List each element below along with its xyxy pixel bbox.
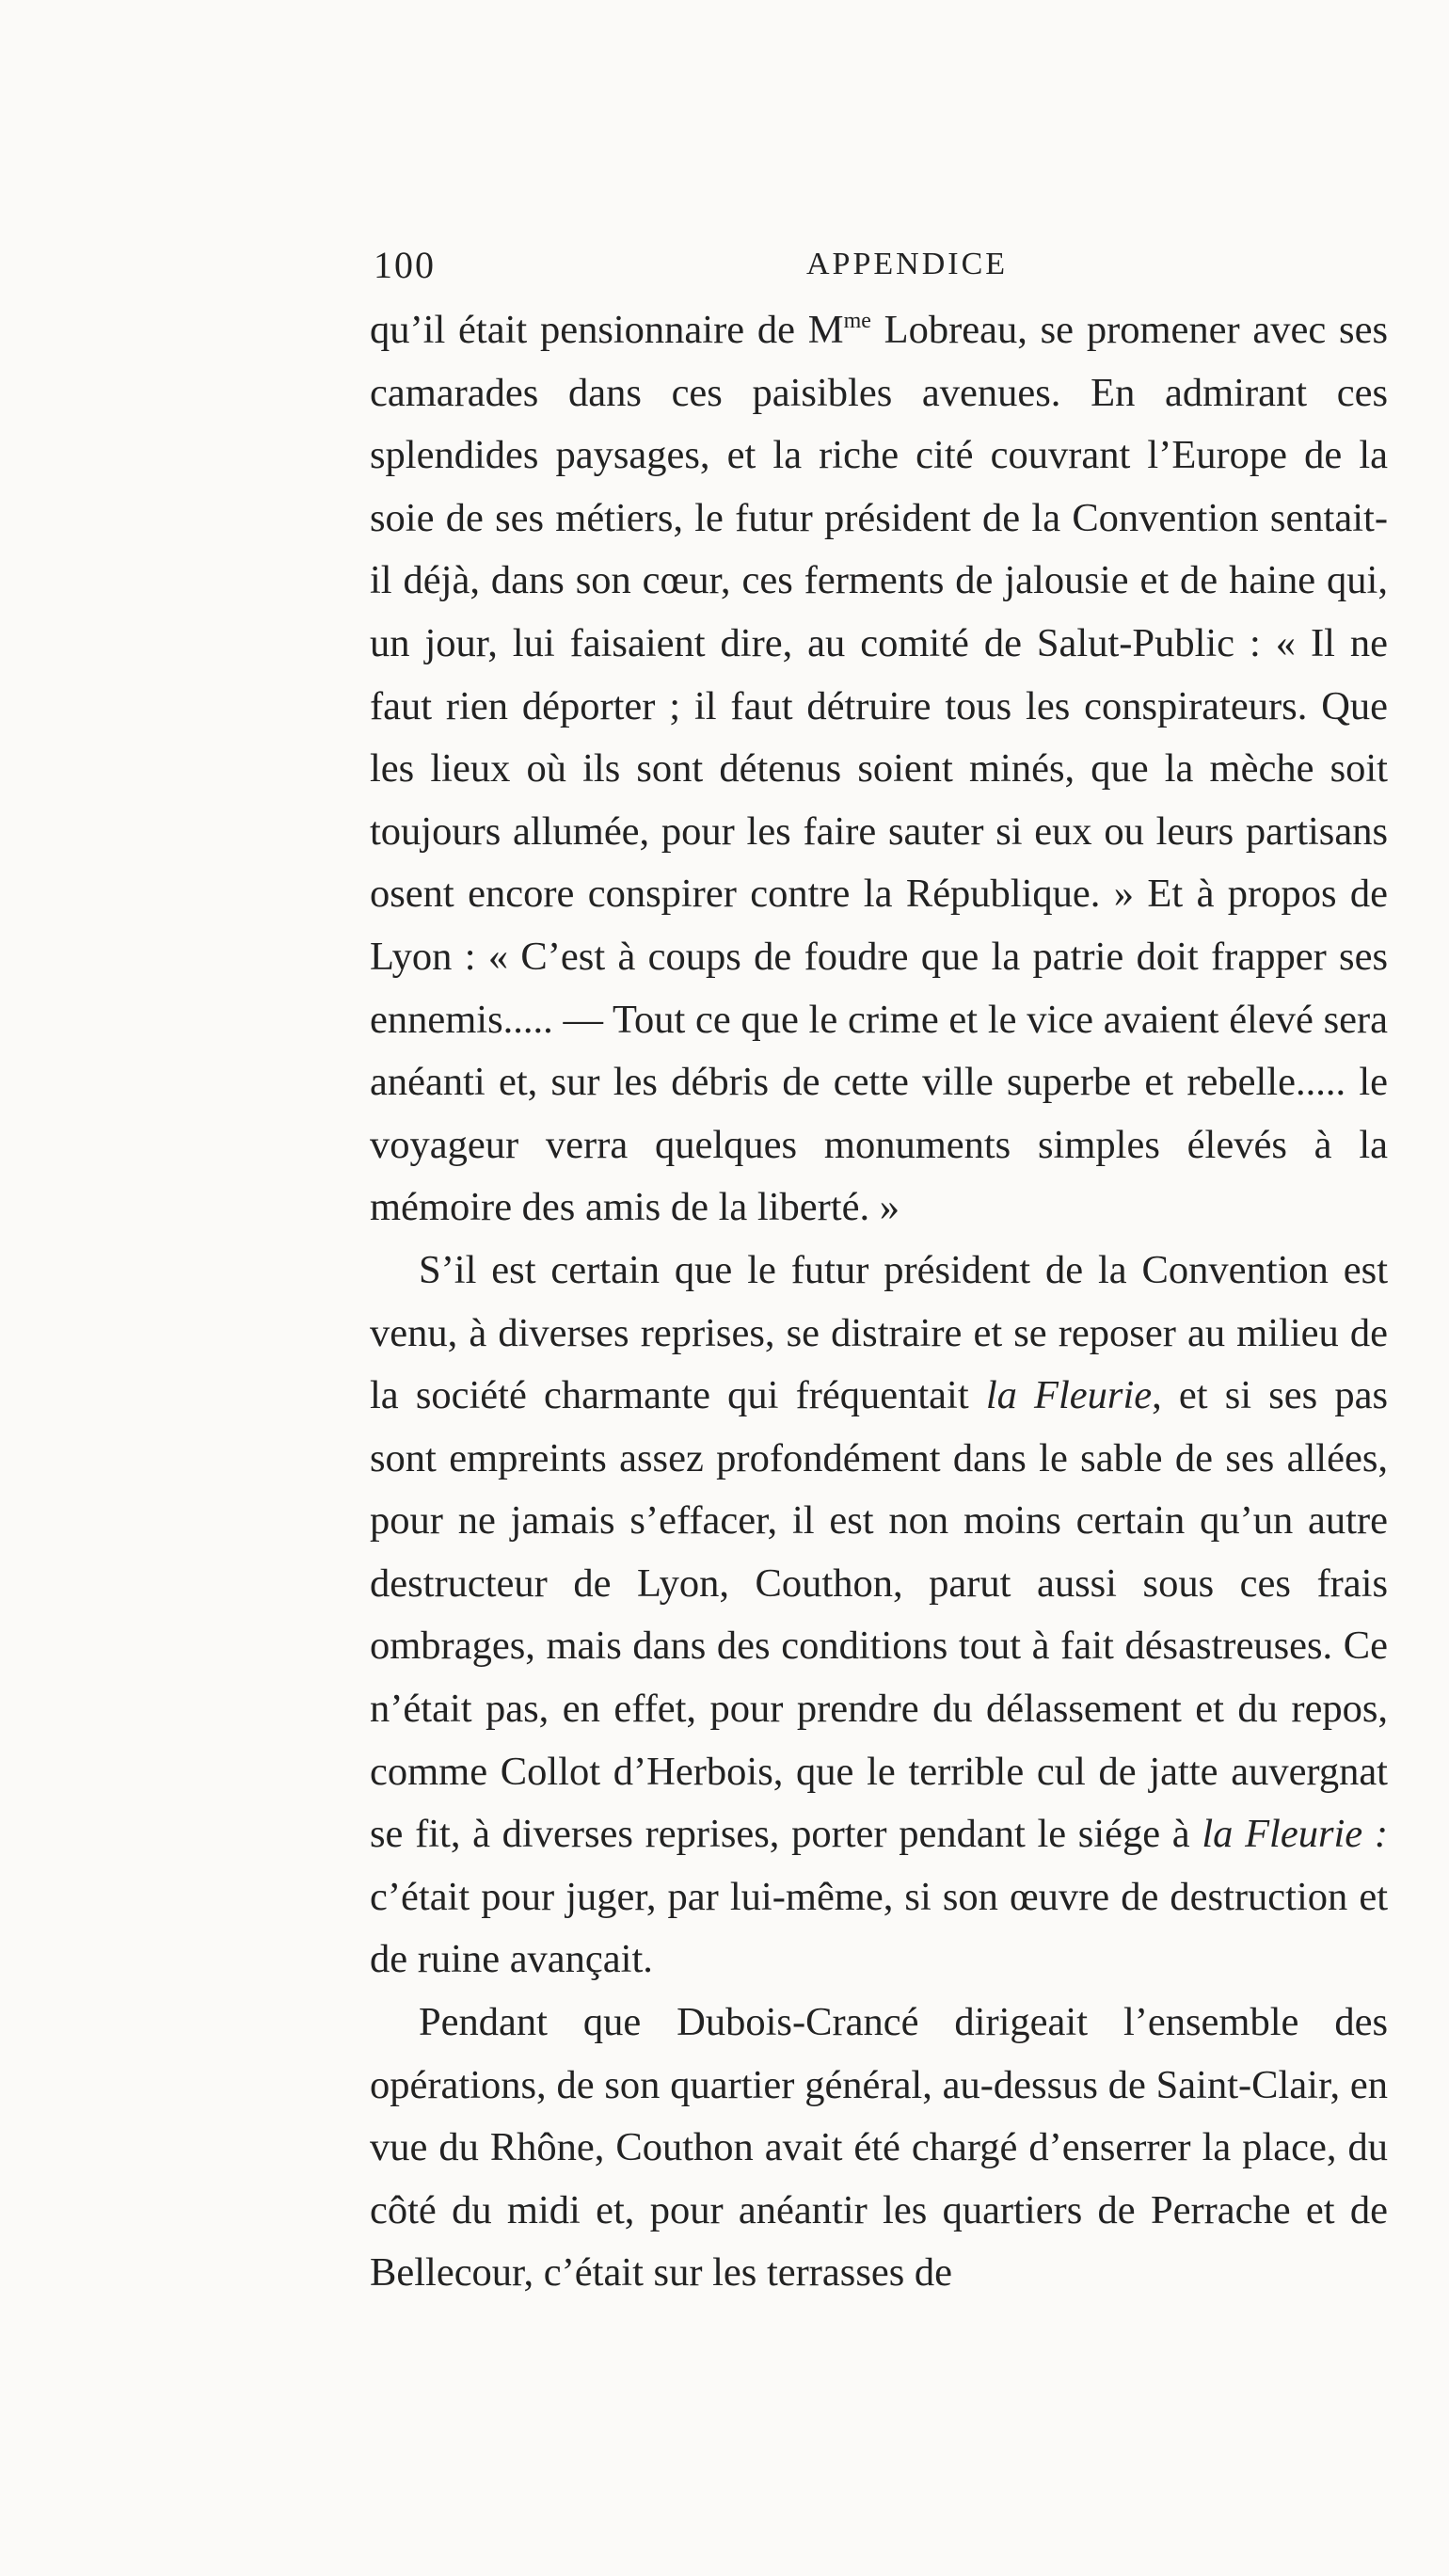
paragraph-2-text-middle: , et si ses pas sont empreints assez profondément dans le sable de ses allées, pour ne jamais s’effacer, il est non moins certain qu’un autre destructeur de Lyon, Couthon, parut aussi sous ces frais ombrages, mais dans des conditions tout à fait désastreuses. Ce n’était pas, en effet, pour prendre du délassement et du repos, comme Collot d’Herbois, que le terrible cul de jatte auvergnat se fit, à diverses reprises, porter pendant le siége à bbox=[370, 1373, 1388, 1857]
body-text bbox=[370, 299, 1388, 2305]
paragraph-1 bbox=[370, 299, 1388, 1240]
running-head: APPENDICE bbox=[806, 247, 1009, 281]
paragraph-2 bbox=[370, 1240, 1388, 1992]
paragraph-1-text-start: qu’il était pensionnaire de M bbox=[370, 308, 844, 352]
page-header bbox=[374, 243, 1385, 290]
superscript-me: me bbox=[843, 309, 871, 333]
italic-la-fleurie: la Fleurie bbox=[985, 1373, 1153, 1418]
paragraph-3: Pendant que Dubois-Crancé dirigeait l’ensemble des opérations, de son quartier général, au-dessus de Saint-Clair, en vue du Rhône, Couthon avait été chargé d’enserrer la place, du côté du midi et, pour anéantir les quartiers de Perrache et de Bellecour, c’était sur les terrasses de bbox=[370, 2000, 1388, 2296]
paragraph-1-text-rest: Lobreau, se promener avec ses camarades dans ces paisibles avenues. En admirant ces splendides paysages, et la riche cité couvrant l’Europe de la soie de ses métiers, le futur président de la Convention sentait-il déjà, dans son cœur, ces ferments de jalousie et de haine qui, un jour, lui faisaient dire, au comité de Salut-Public : « Il ne faut rien déporter ; il faut détruire tous les conspirateurs. Que les lieux où ils sont détenus soient minés, que la mèche soit toujours allumée, pour les faire sauter si eux ou leurs partisans osent encore conspirer contre la République. » Et à propos de Lyon : « C’est à coups de foudre que la patrie doit frapper ses ennemis..... — Tout ce que le crime et le vice avaient élevé sera anéanti et, sur les débris de cette ville superbe et rebelle..... le voyageur verra quelques monuments simples élevés à la mémoire des amis de la liberté. » bbox=[370, 308, 1388, 1230]
paragraph-2-text-start: S’il est certain que le futur président de la Convention est venu, à diverses reprises, se distraire et se reposer au milieu de la société charmante qui fréquentait bbox=[370, 1247, 1388, 1418]
italic-la-fleurie-2: la Fleurie : bbox=[1202, 1812, 1388, 1857]
page-number: 100 bbox=[374, 244, 436, 286]
paragraph-2-text-end: c’était pour juger, par lui-même, si son œuvre de destruction et de ruine avançait. bbox=[370, 1874, 1388, 1982]
